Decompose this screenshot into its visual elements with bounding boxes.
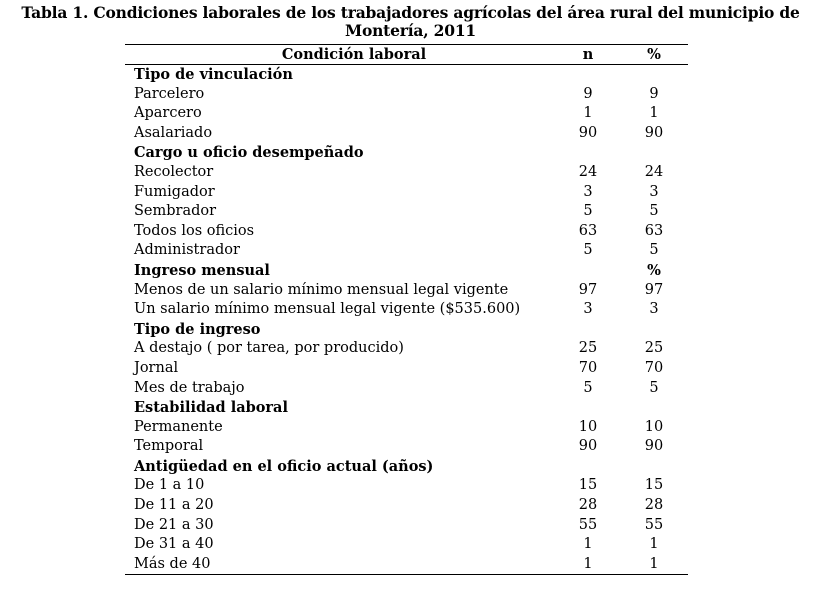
- cell-percent: 1: [649, 555, 659, 572]
- table-body: [125, 65, 688, 574]
- table-row: [125, 555, 688, 575]
- cell-n: 3: [583, 301, 593, 318]
- cell-percent: 70: [644, 359, 664, 376]
- cell-n: 63: [578, 222, 598, 239]
- cell-n: 9: [583, 85, 593, 102]
- row-label: Aparcero: [134, 105, 202, 122]
- row-label: De 11 a 20: [134, 497, 214, 514]
- row-label: Fumigador: [134, 183, 215, 200]
- cell-n: 70: [578, 359, 598, 376]
- section-header-row: [125, 398, 688, 418]
- row-label: Administrador: [134, 242, 240, 259]
- row-label: Temporal: [134, 438, 204, 455]
- section-header-row: [125, 320, 688, 340]
- row-label: Más de 40: [134, 555, 211, 572]
- table-row: [125, 202, 688, 222]
- section-header-row: [125, 65, 688, 85]
- cell-n: 5: [583, 242, 593, 259]
- cell-percent: 5: [649, 203, 659, 220]
- table-row: [125, 516, 688, 536]
- cell-n: 24: [578, 163, 598, 180]
- cell-n: 55: [578, 516, 598, 533]
- cell-percent: 1: [649, 536, 659, 553]
- row-label: De 31 a 40: [134, 536, 214, 553]
- table-row: [125, 476, 688, 496]
- cell-n: 90: [578, 438, 598, 455]
- section-label: Tipo de ingreso: [134, 320, 261, 338]
- section-label: Antigüedad en el oficio actual (años): [134, 457, 434, 475]
- table-row: [125, 183, 688, 203]
- cell-n: 97: [578, 281, 598, 298]
- row-label: Mes de trabajo: [134, 379, 245, 396]
- cell-percent: 24: [644, 163, 664, 180]
- cell-n: 5: [583, 203, 593, 220]
- cell-n: 15: [578, 477, 598, 494]
- cell-percent: 15: [644, 477, 664, 494]
- cell-percent: 3: [649, 183, 659, 200]
- row-label: De 1 a 10: [134, 477, 205, 494]
- table-row: [125, 104, 688, 124]
- header-percent: %: [647, 46, 661, 63]
- cell-n: 1: [583, 105, 593, 122]
- cell-n: 3: [583, 183, 593, 200]
- section-header-row: [125, 143, 688, 163]
- section-header-row: [125, 261, 688, 281]
- table-header-row: [125, 45, 688, 65]
- table-row: [125, 359, 688, 379]
- section-label: Ingreso mensual: [134, 261, 270, 279]
- cell-n: 25: [578, 340, 598, 357]
- header-condition: Condición laboral: [281, 46, 427, 63]
- cell-n: 90: [578, 124, 598, 141]
- table-row: [125, 437, 688, 457]
- table-row: [125, 418, 688, 438]
- table-row: [125, 379, 688, 399]
- cell-percent: 1: [649, 105, 659, 122]
- cell-percent: 9: [649, 85, 659, 102]
- table-row: [125, 339, 688, 359]
- table-caption: Tabla 1. Condiciones laborales de los trabajadores agrícolas del área rural del municipio de Montería, 2011: [21, 3, 800, 40]
- cell-percent: 5: [649, 379, 659, 396]
- table-row: [125, 535, 688, 555]
- row-label: Todos los oficios: [134, 222, 255, 239]
- table-row: [125, 85, 688, 105]
- cell-percent: 10: [644, 418, 664, 435]
- cell-percent: 63: [644, 222, 664, 239]
- table-row: [125, 163, 688, 183]
- cell-percent: 3: [649, 301, 659, 318]
- row-label: De 21 a 30: [134, 516, 214, 533]
- row-label: Permanente: [134, 418, 223, 435]
- section-label: Tipo de vinculación: [134, 66, 293, 83]
- cell-n: 1: [583, 555, 593, 572]
- table-row: [125, 281, 688, 301]
- cell-n: 28: [578, 497, 598, 514]
- table-row: [125, 222, 688, 242]
- section-label: Cargo u oficio desempeñado: [134, 144, 364, 162]
- cell-percent: 90: [644, 124, 664, 141]
- row-label: Menos de un salario mínimo mensual legal vigente: [134, 281, 509, 298]
- row-label: Parcelero: [134, 85, 205, 102]
- labor-conditions-table: [125, 44, 688, 575]
- cell-percent: 90: [644, 438, 664, 455]
- cell-percent: %: [647, 261, 661, 279]
- table-row: [125, 496, 688, 516]
- section-header-row: [125, 457, 688, 477]
- cell-percent: 97: [644, 281, 664, 298]
- row-label: A destajo ( por tarea, por producido): [134, 340, 404, 357]
- row-label: Un salario mínimo mensual legal vigente ($535.600): [134, 301, 521, 318]
- row-label: Jornal: [134, 359, 179, 376]
- cell-percent: 25: [644, 340, 664, 357]
- table-row: [125, 241, 688, 261]
- cell-percent: 28: [644, 497, 664, 514]
- row-label: Recolector: [134, 163, 214, 180]
- row-label: Sembrador: [134, 203, 217, 220]
- cell-n: 1: [583, 536, 593, 553]
- cell-percent: 55: [644, 516, 664, 533]
- row-label: Asalariado: [134, 124, 213, 141]
- cell-n: 5: [583, 379, 593, 396]
- table-row: [125, 124, 688, 144]
- header-n: n: [582, 46, 594, 63]
- section-label: Estabilidad laboral: [134, 399, 288, 417]
- cell-n: 10: [578, 418, 598, 435]
- table-row: [125, 300, 688, 320]
- cell-percent: 5: [649, 242, 659, 259]
